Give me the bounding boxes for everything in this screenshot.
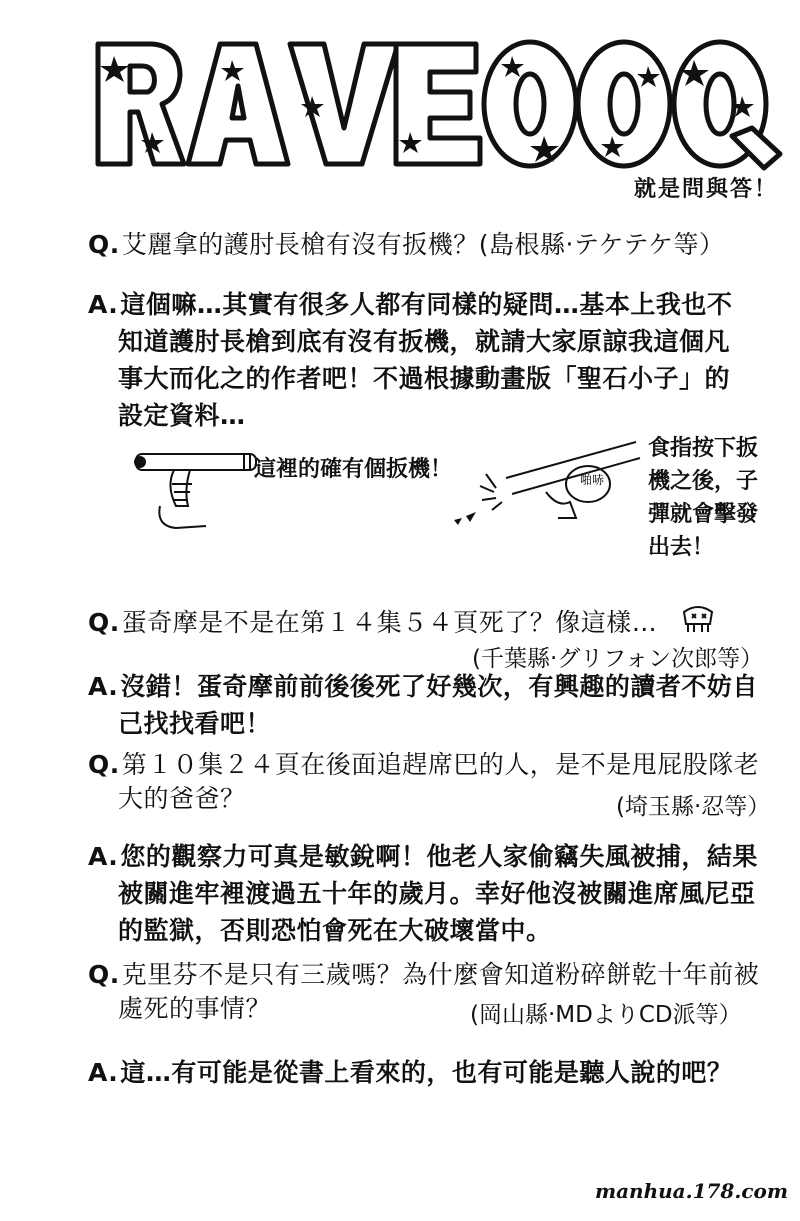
question-4-source: (岡山縣‧MDよりCD派等）: [470, 1002, 742, 1028]
question-2: [88, 606, 657, 640]
answer-2: [88, 668, 758, 742]
question-2-source: (千葉縣‧グリフォン次郎等）: [472, 646, 764, 672]
a-marker: A.: [88, 1058, 119, 1087]
caption-right-line-4: 出去！: [648, 535, 715, 560]
question-3-source: (埼玉縣‧忍等）: [616, 794, 771, 820]
answer-2-line-1: 沒錯！蛋奇摩前前後後死了好幾次，有興趣的讀者不妨自: [120, 672, 758, 701]
a-marker: A.: [88, 290, 119, 319]
question-4-line-2: 處死的事情？: [118, 994, 272, 1023]
answer-3-line-1: 您的觀察力可真是敏銳啊！他老人家偷竊失風被捕，結果: [120, 842, 758, 871]
answer-1: [88, 286, 732, 434]
answer-1-line-4: 設定資料…: [118, 401, 246, 430]
answer-4-line-1: 這…有可能是從書上看來的，也有可能是聽人說的吧？: [120, 1058, 733, 1087]
answer-3-line-2: 被關進牢裡渡過五十年的歲月。幸好他沒被關進席風尼亞: [118, 879, 756, 908]
dead-creature-doodle: [676, 600, 720, 636]
answer-1-line-1: 這個嘛…其實有很多人都有同樣的疑問…基本上我也不: [120, 290, 733, 319]
question-3-line-1: 第１０集２４頁在後面追趕席巴的人，是不是甩屁股隊老: [121, 750, 760, 779]
question-1: [88, 228, 724, 262]
answer-1-line-2: 知道護肘長槍到底有沒有扳機，就請大家原諒我這個凡: [118, 327, 731, 356]
q-marker: Q.: [88, 960, 120, 989]
answer-3-line-3: 的監獄，否則恐怕會死在大破壞當中。: [118, 916, 552, 945]
lance-illustration: [126, 446, 266, 536]
firing-illustration: [446, 438, 646, 538]
a-marker: A.: [88, 672, 119, 701]
caption-right: [648, 432, 758, 564]
caption-right-line-3: 彈就會擊發: [648, 502, 759, 527]
question-2-line-1: 蛋奇摩是不是在第１４集５４頁死了？像這樣…: [121, 608, 658, 637]
q-marker: Q.: [88, 608, 120, 637]
q-marker: Q.: [88, 230, 120, 259]
q-marker: Q.: [88, 750, 120, 779]
question-3-line-2: 大的爸爸？: [118, 784, 246, 813]
answer-2-line-2: 己找找看吧！: [118, 709, 272, 738]
caption-right-line-1: 食指按下扳: [648, 436, 759, 461]
answer-1-line-3: 事大而化之的作者吧！不過根據動畫版「聖石小子」的: [118, 364, 731, 393]
question-4-line-1: 克里芬不是只有三歲嗎？為什麼會知道粉碎餅乾十年前被: [121, 960, 760, 989]
watermark: manhua.178.com: [594, 1179, 788, 1203]
caption-left: 這裡的確有個扳機！: [254, 457, 453, 482]
caption-right-line-2: 機之後，子: [648, 469, 759, 494]
rave-qa-logo: [92, 36, 792, 176]
answer-4: [88, 1054, 732, 1091]
a-marker: A.: [88, 842, 119, 871]
question-1-line-1: 艾麗拿的護肘長槍有沒有扳機？(島根縣‧テケテケ等）: [121, 230, 725, 259]
answer-3: [88, 838, 758, 949]
stamp-text: 啪哧: [580, 473, 605, 487]
page-subtitle: 就是問與答！: [633, 177, 778, 202]
